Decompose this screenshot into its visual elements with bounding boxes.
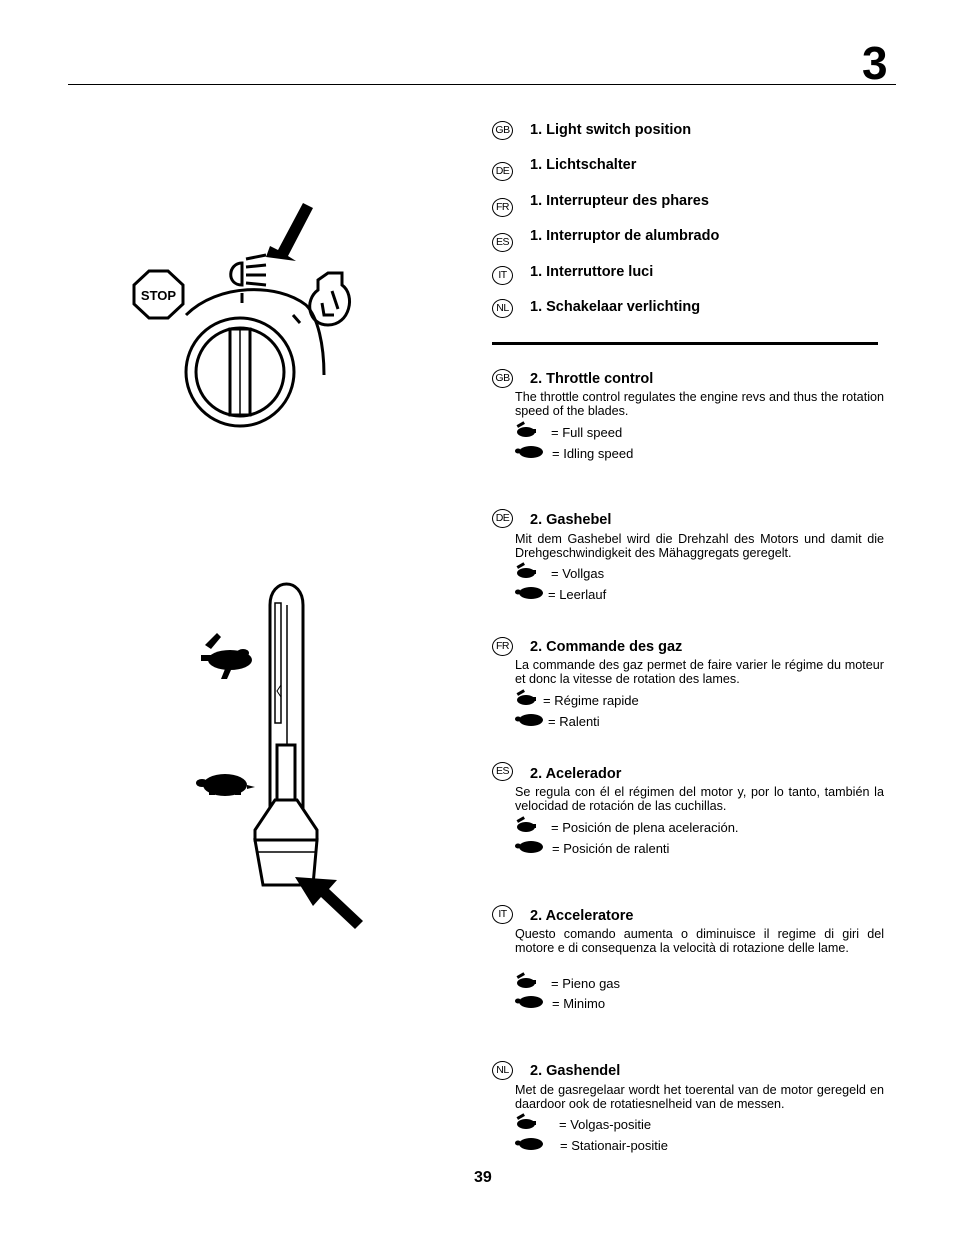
section-body: Questo comando aumenta o diminuisce il regime di giri del motore e di consequenza la velocità di rotazione delle lame.	[515, 927, 884, 955]
section-title: 2. Gashendel	[530, 1063, 621, 1079]
section-title: 2. Throttle control	[530, 371, 654, 387]
section-body: Mit dem Gashebel wird die Drehzahl des Motors und damit die Drehgeschwindigkeit des Mähaggregats geregelt.	[515, 532, 884, 560]
rabbit-icon	[515, 689, 539, 709]
rabbit-icon	[515, 816, 539, 836]
turtle-icon	[196, 774, 255, 796]
lang-badge: DE	[492, 509, 513, 528]
lang-badge: IT	[492, 266, 513, 285]
pointer-arrow-1	[266, 203, 313, 261]
lang-badge: NL	[492, 1061, 513, 1080]
section-body: The throttle control regulates the engine revs and thus the rotation speed of the blades.	[515, 390, 884, 418]
light-switch-item: 1. Interruptor de alumbrado	[530, 228, 720, 244]
lang-badge: ES	[492, 233, 513, 252]
turtle-icon	[515, 442, 545, 460]
lang-badge: GB	[492, 369, 513, 388]
rabbit-icon	[515, 421, 539, 441]
stop-label: STOP	[140, 288, 177, 303]
fast-label: = Posición de plena aceleración.	[551, 820, 739, 835]
header-rule	[68, 84, 896, 85]
slow-label: = Idling speed	[552, 446, 634, 461]
fast-label: = Pieno gas	[551, 976, 621, 991]
light-switch-item: 1. Lichtschalter	[530, 157, 637, 173]
lang-badge: FR	[492, 637, 513, 656]
section-body: La commande des gaz permet de faire varier le régime du moteur et donc la vitesse de rotation des lames.	[515, 658, 884, 686]
rabbit-icon	[515, 562, 539, 582]
rabbit-icon	[201, 633, 252, 679]
fast-label: = Régime rapide	[543, 693, 639, 708]
slow-label: = Minimo	[552, 996, 606, 1011]
section-divider	[492, 342, 878, 345]
fast-label: = Volgas-positie	[559, 1117, 652, 1132]
pointer-arrow-2	[295, 877, 363, 929]
section-title: 2. Commande des gaz	[530, 639, 683, 655]
lang-badge: FR	[492, 198, 513, 217]
turtle-icon	[515, 583, 545, 601]
lang-badge: GB	[492, 121, 513, 140]
stop-icon	[134, 271, 183, 318]
light-switch-item: 1. Schakelaar verlichting	[530, 299, 701, 315]
section-title: 2. Gashebel	[530, 512, 612, 528]
headlight-icon	[231, 255, 266, 285]
slow-label: = Ralenti	[548, 714, 600, 729]
light-switch-item: 1. Interruttore luci	[530, 264, 654, 280]
turtle-icon	[515, 837, 545, 855]
lang-badge: ES	[492, 762, 513, 781]
turtle-icon	[515, 1134, 545, 1152]
slow-label: = Stationair-positie	[560, 1138, 669, 1153]
section-title: 2. Acelerador	[530, 766, 622, 782]
slow-label: = Leerlauf	[548, 587, 607, 602]
turtle-icon	[515, 710, 545, 728]
light-switch-item: 1. Interrupteur des phares	[530, 193, 709, 209]
switch-knob	[186, 318, 294, 426]
light-switch-item: 1. Light switch position	[530, 122, 692, 138]
rabbit-icon	[515, 1113, 539, 1133]
light-switch-illustration	[128, 185, 358, 430]
fast-label: = Vollgas	[551, 566, 605, 581]
lang-badge: IT	[492, 905, 513, 924]
section-title: 2. Acceleratore	[530, 908, 634, 924]
slow-label: = Posición de ralenti	[552, 841, 670, 856]
section-body: Se regula con él el régimen del motor y, por lo tanto, también la velocidad de rotación de las cuchillas.	[515, 785, 884, 813]
chapter-number: 3	[862, 37, 888, 89]
lang-badge: DE	[492, 162, 513, 181]
lang-badge: NL	[492, 299, 513, 318]
rabbit-icon	[515, 972, 539, 992]
page-number: 39	[474, 1169, 492, 1186]
section-body: Met de gasregelaar wordt het toerental van de motor geregeld en daardoor ook de rotatiesnelheid van de messen.	[515, 1083, 884, 1111]
turtle-icon	[515, 992, 545, 1010]
throttle-lever	[255, 745, 317, 885]
throttle-lever-illustration	[195, 575, 370, 935]
fast-label: = Full speed	[551, 425, 623, 440]
